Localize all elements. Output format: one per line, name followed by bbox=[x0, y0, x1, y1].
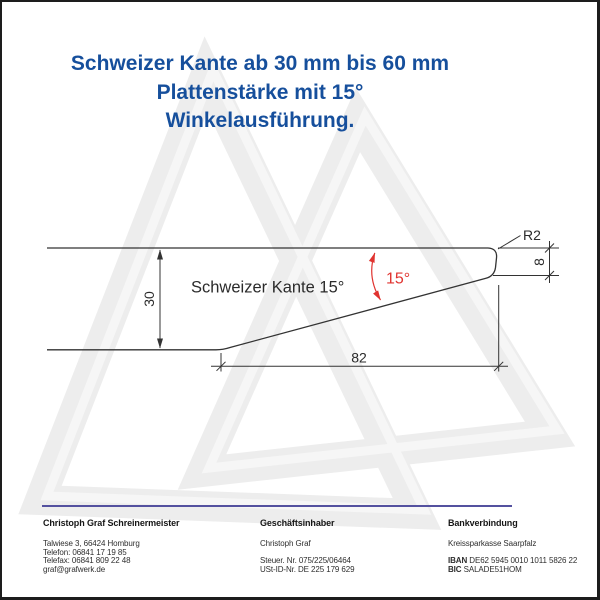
thickness-dimension-value: 30 bbox=[141, 291, 157, 307]
angle-label: 15° bbox=[386, 270, 411, 288]
angle-arrow bbox=[372, 253, 381, 300]
page-title-line1: Schweizer Kante ab 30 mm bis 60 mm bbox=[70, 52, 450, 75]
footer-bank-column bbox=[448, 518, 577, 574]
profile-outline bbox=[47, 248, 497, 350]
company-phone: Telefon: 06841 17 19 85 bbox=[43, 547, 127, 557]
technical-drawing bbox=[2, 2, 600, 600]
radius-leader-line bbox=[498, 236, 521, 250]
bank-bic bbox=[448, 566, 577, 575]
radius-label: R2 bbox=[523, 227, 541, 243]
iban-label: IBAN bbox=[448, 556, 468, 565]
bank-name: Kreissparkasse Saarpfalz bbox=[448, 539, 537, 548]
company-fax: Telefax: 06841 809 22 48 bbox=[43, 556, 131, 565]
page-title-line3: Winkelausführung. bbox=[165, 109, 355, 132]
edge-height-dimension bbox=[493, 241, 559, 283]
owner-heading: Geschäftsinhaber bbox=[260, 518, 335, 528]
company-email: graf@grafwerk.de bbox=[43, 564, 106, 574]
bic-value: SALADE51HOM bbox=[463, 564, 522, 574]
company-address: Talwiese 3, 66424 Homburg bbox=[43, 539, 140, 548]
iban-value: DE62 5945 0010 1011 5826 22 bbox=[469, 556, 578, 565]
page-title-line2: Plattenstärke mit 15° bbox=[156, 80, 364, 104]
footer-divider-rule bbox=[42, 505, 512, 507]
bic-label: BIC bbox=[448, 564, 462, 574]
bank-heading: Bankverbindung bbox=[448, 518, 518, 528]
owner-name: Christoph Graf bbox=[260, 539, 311, 548]
profile-label: Schweizer Kante 15° bbox=[191, 278, 345, 297]
company-heading: Christoph Graf Schreinermeister bbox=[43, 518, 180, 528]
owner-vat-id: USt-ID-Nr. DE 225 179 629 bbox=[260, 564, 355, 574]
footer-company-column bbox=[43, 518, 179, 574]
length-dimension-value: 82 bbox=[351, 349, 367, 366]
owner-tax-number: Steuer. Nr. 075/225/06464 bbox=[260, 556, 351, 565]
edge-height-dimension-value: 8 bbox=[531, 258, 547, 266]
footer-owner-column bbox=[260, 518, 354, 574]
